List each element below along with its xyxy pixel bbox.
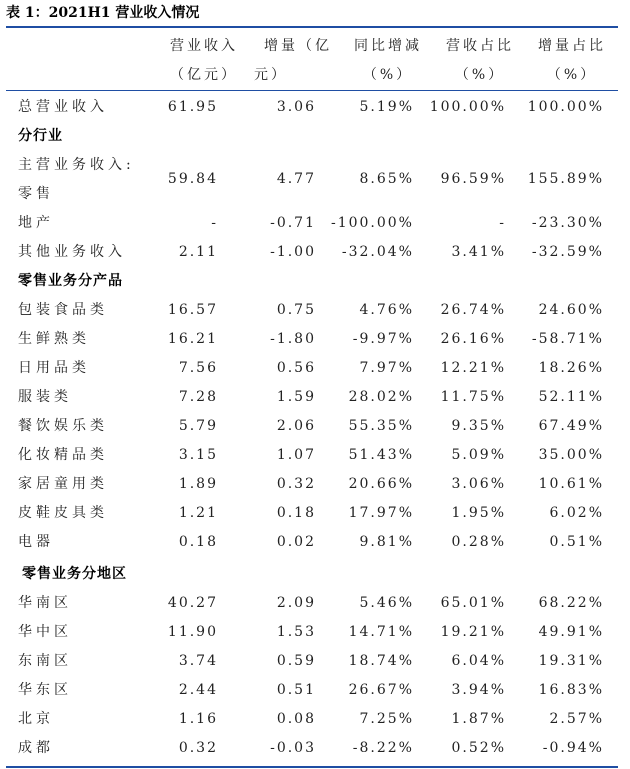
cell-revenue-share: 1.87% xyxy=(451,711,506,727)
cell-yoy: 4.76% xyxy=(359,302,414,318)
cell-increment-share: 6.02% xyxy=(549,505,604,521)
cell-revenue: 11.90 xyxy=(167,624,218,640)
cell-yoy: -32.04% xyxy=(341,244,414,260)
row-label-line1: 主营业务收入: xyxy=(18,157,135,173)
cell-revenue-share: 3.06% xyxy=(451,476,506,492)
cell-revenue: 0.18 xyxy=(178,534,218,550)
cell-increment: 0.59 xyxy=(276,653,316,669)
row-label: 地产 xyxy=(18,215,54,231)
row-label: 化妆精品类 xyxy=(18,447,108,463)
table-row xyxy=(0,470,630,499)
cell-revenue-share: 26.74% xyxy=(440,302,506,318)
cell-revenue-share: 5.09% xyxy=(451,447,506,463)
cell-increment-share: 0.51% xyxy=(549,534,604,550)
row-label-line2: 零售 xyxy=(18,186,54,202)
cell-revenue-share: 26.16% xyxy=(440,331,506,347)
cell-increment: 0.32 xyxy=(276,476,316,492)
cell-increment: -1.00 xyxy=(270,244,316,260)
row-label: 电器 xyxy=(18,534,54,550)
cell-increment-share: 24.60% xyxy=(538,302,604,318)
cell-revenue-share: 1.95% xyxy=(451,505,506,521)
row-label xyxy=(18,151,135,209)
cell-increment-share: 67.49% xyxy=(538,418,604,434)
cell-revenue-share: - xyxy=(499,215,506,231)
cell-revenue: 5.79 xyxy=(178,418,218,434)
header-revenue-share-line2: （%） xyxy=(454,67,506,83)
row-label: 日用品类 xyxy=(18,360,90,376)
cell-increment: 4.77 xyxy=(276,171,316,187)
row-label: 其他业务收入 xyxy=(18,244,126,260)
cell-revenue: 59.84 xyxy=(167,171,218,187)
table-row xyxy=(0,705,630,734)
header-revenue-line2: （亿元） xyxy=(170,67,238,83)
cell-increment-share: -58.71% xyxy=(531,331,604,347)
section-heading-region: 零售业务分地区 xyxy=(22,566,127,582)
cell-increment-share: 2.57% xyxy=(549,711,604,727)
cell-yoy: 8.65% xyxy=(359,171,414,187)
cell-revenue: 3.74 xyxy=(178,653,218,669)
header-rule xyxy=(6,90,618,91)
table-row xyxy=(0,412,630,441)
header-increment-share xyxy=(528,30,616,88)
cell-increment: 0.56 xyxy=(276,360,316,376)
cell-revenue-share: 0.28% xyxy=(451,534,506,550)
cell-revenue-share: 65.01% xyxy=(440,595,506,611)
cell-increment-share: 10.61% xyxy=(538,476,604,492)
header-increment-line2: 元） xyxy=(254,67,288,83)
row-label: 成都 xyxy=(18,740,54,756)
header-revenue xyxy=(160,30,248,88)
cell-increment: 0.18 xyxy=(276,505,316,521)
header-increment-share-line2: （%） xyxy=(546,67,598,83)
cell-yoy: 18.74% xyxy=(348,653,414,669)
table-row xyxy=(0,676,630,705)
cell-yoy: 9.81% xyxy=(359,534,414,550)
cell-revenue-share: 11.75% xyxy=(440,389,506,405)
cell-yoy: 7.97% xyxy=(359,360,414,376)
cell-increment: 0.08 xyxy=(276,711,316,727)
header-increment-line1: 增量（亿 xyxy=(264,38,332,54)
cell-increment-share: 18.26% xyxy=(538,360,604,376)
cell-revenue: 1.21 xyxy=(178,505,218,521)
header-yoy-line2: （%） xyxy=(362,67,414,83)
header-revenue-share xyxy=(436,30,524,88)
cell-revenue: 1.16 xyxy=(178,711,218,727)
table-row xyxy=(0,441,630,470)
row-label: 生鲜熟类 xyxy=(18,331,90,347)
cell-increment-share: 52.11% xyxy=(538,389,604,405)
table-row-main-retail xyxy=(0,151,630,209)
table-caption: 表 1：2021H1 营业收入情况 xyxy=(6,5,200,21)
cell-increment: 2.06 xyxy=(276,418,316,434)
bottom-rule xyxy=(6,766,618,768)
cell-revenue-share: 96.59% xyxy=(440,171,506,187)
cell-increment-share: 35.00% xyxy=(538,447,604,463)
cell-revenue-share: 19.21% xyxy=(440,624,506,640)
header-revenue-share-line1: 营收占比 xyxy=(446,38,514,54)
row-label: 东南区 xyxy=(18,653,72,669)
cell-increment: 2.09 xyxy=(276,595,316,611)
row-label: 华南区 xyxy=(18,595,72,611)
cell-yoy: 14.71% xyxy=(348,624,414,640)
table-row xyxy=(0,528,630,557)
cell-yoy: 17.97% xyxy=(348,505,414,521)
cell-yoy: -9.97% xyxy=(352,331,414,347)
row-label: 服装类 xyxy=(18,389,72,405)
table-row xyxy=(0,296,630,325)
cell-revenue: 40.27 xyxy=(167,595,218,611)
row-label: 北京 xyxy=(18,711,54,727)
table-row-other xyxy=(0,238,630,267)
cell-increment: 0.75 xyxy=(276,302,316,318)
cell-yoy: 26.67% xyxy=(348,682,414,698)
cell-increment: 3.06 xyxy=(276,99,316,115)
cell-increment-share: 155.89% xyxy=(527,171,604,187)
cell-revenue: - xyxy=(211,215,218,231)
row-label: 总营业收入 xyxy=(18,99,108,115)
cell-revenue: 2.11 xyxy=(178,244,218,260)
cell-increment-share: 100.00% xyxy=(527,99,604,115)
row-label: 餐饮娱乐类 xyxy=(18,418,108,434)
table-row xyxy=(0,589,630,618)
cell-yoy: 20.66% xyxy=(348,476,414,492)
header-increment xyxy=(254,30,342,88)
table-row xyxy=(0,647,630,676)
cell-revenue: 16.57 xyxy=(167,302,218,318)
header-increment-share-line1: 增量占比 xyxy=(538,38,606,54)
cell-revenue-share: 3.41% xyxy=(451,244,506,260)
cell-increment-share: 19.31% xyxy=(538,653,604,669)
row-label: 家居童用类 xyxy=(18,476,108,492)
cell-increment: 1.53 xyxy=(276,624,316,640)
cell-increment: -1.80 xyxy=(270,331,316,347)
header-yoy-line1: 同比增减 xyxy=(354,38,422,54)
cell-increment-share: -32.59% xyxy=(531,244,604,260)
table-row xyxy=(0,734,630,763)
cell-increment: -0.03 xyxy=(270,740,316,756)
cell-increment: 0.51 xyxy=(276,682,316,698)
table-row-total xyxy=(0,93,630,122)
section-heading-industry: 分行业 xyxy=(18,128,63,144)
cell-revenue-share: 3.94% xyxy=(451,682,506,698)
cell-revenue-share: 0.52% xyxy=(451,740,506,756)
cell-increment-share: 49.91% xyxy=(538,624,604,640)
row-label: 包装食品类 xyxy=(18,302,108,318)
cell-revenue: 1.89 xyxy=(178,476,218,492)
row-label: 华东区 xyxy=(18,682,72,698)
cell-yoy: 28.02% xyxy=(348,389,414,405)
cell-increment: 1.59 xyxy=(276,389,316,405)
cell-revenue: 7.28 xyxy=(178,389,218,405)
cell-yoy: 5.46% xyxy=(359,595,414,611)
cell-increment: 0.02 xyxy=(276,534,316,550)
table-row xyxy=(0,325,630,354)
cell-revenue: 2.44 xyxy=(178,682,218,698)
cell-increment-share: 16.83% xyxy=(538,682,604,698)
cell-increment: -0.71 xyxy=(270,215,316,231)
cell-increment-share: 68.22% xyxy=(538,595,604,611)
cell-yoy: 55.35% xyxy=(348,418,414,434)
cell-revenue: 16.21 xyxy=(167,331,218,347)
cell-yoy: 5.19% xyxy=(359,99,414,115)
cell-yoy: -100.00% xyxy=(330,215,414,231)
table-row xyxy=(0,383,630,412)
cell-increment: 1.07 xyxy=(276,447,316,463)
cell-revenue: 61.95 xyxy=(167,99,218,115)
table-row xyxy=(0,618,630,647)
table-row xyxy=(0,354,630,383)
cell-increment-share: -0.94% xyxy=(542,740,604,756)
cell-revenue-share: 12.21% xyxy=(440,360,506,376)
top-rule xyxy=(6,26,618,28)
table-row xyxy=(0,499,630,528)
cell-yoy: -8.22% xyxy=(352,740,414,756)
header-revenue-line1: 营业收入 xyxy=(170,38,238,54)
cell-yoy: 7.25% xyxy=(359,711,414,727)
cell-revenue: 3.15 xyxy=(178,447,218,463)
cell-revenue-share: 9.35% xyxy=(451,418,506,434)
header-yoy xyxy=(344,30,432,88)
cell-yoy: 51.43% xyxy=(348,447,414,463)
cell-increment-share: -23.30% xyxy=(531,215,604,231)
row-label: 皮鞋皮具类 xyxy=(18,505,108,521)
cell-revenue: 0.32 xyxy=(178,740,218,756)
cell-revenue-share: 100.00% xyxy=(429,99,506,115)
section-heading-product: 零售业务分产品 xyxy=(18,273,123,289)
table-row-realestate xyxy=(0,209,630,238)
cell-revenue-share: 6.04% xyxy=(451,653,506,669)
row-label: 华中区 xyxy=(18,624,72,640)
cell-revenue: 7.56 xyxy=(178,360,218,376)
